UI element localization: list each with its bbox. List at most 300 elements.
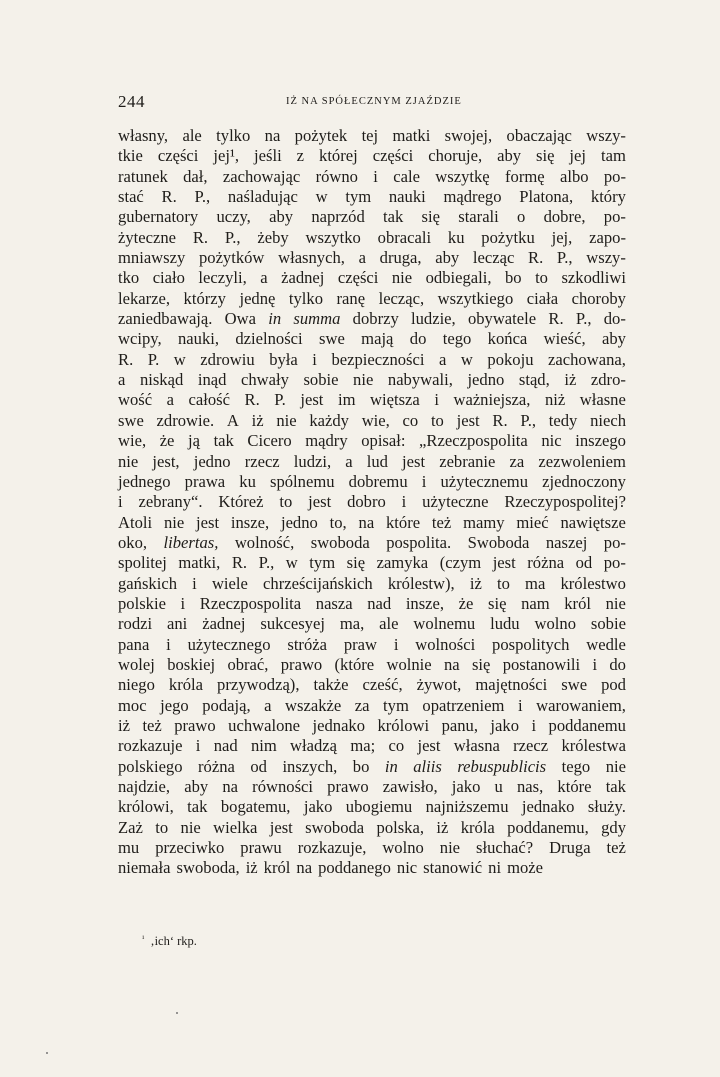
word: aby: [601, 329, 626, 349]
text-line: [118, 126, 626, 146]
word: dał,: [183, 166, 208, 186]
word: na: [264, 126, 281, 145]
word: lecząc,: [378, 288, 425, 308]
word: mądrego: [443, 187, 502, 207]
word: ratunek: [118, 166, 168, 186]
word: tak: [213, 431, 234, 451]
page-number: 244: [118, 92, 145, 111]
word: naśladując: [227, 187, 298, 207]
word: jedno: [280, 512, 318, 532]
word: i: [118, 492, 123, 512]
text-line: [118, 472, 626, 492]
word: matki: [392, 126, 431, 145]
word: majętności: [475, 675, 548, 695]
word: i: [393, 634, 399, 654]
word: po-: [603, 532, 626, 552]
text-line: [118, 452, 626, 472]
word: różna: [527, 553, 565, 573]
word: na: [443, 654, 460, 674]
word: była: [269, 349, 298, 369]
word: nie: [353, 370, 374, 390]
word: za: [509, 451, 525, 471]
word: nie: [276, 410, 297, 430]
italic-word: aliis: [413, 756, 442, 776]
word: ku: [447, 227, 465, 247]
word: nasza: [315, 593, 353, 613]
text-line: [118, 797, 626, 817]
word: R.: [244, 390, 260, 410]
word: królowi: [377, 715, 430, 735]
word: wolno: [534, 614, 576, 634]
word: równości: [252, 777, 314, 796]
word: druga,: [379, 248, 422, 268]
word: dzielności: [235, 329, 303, 349]
word: nie: [118, 451, 139, 471]
word: w: [460, 349, 473, 369]
word: P.,: [258, 553, 275, 573]
word: zaniedbawają.: [118, 309, 213, 329]
word: królestw),: [387, 573, 455, 593]
word: swoboda: [310, 532, 370, 552]
word: jednego: [118, 471, 171, 491]
word: równo: [315, 166, 358, 186]
text-line: [118, 757, 626, 777]
word: pod: [601, 675, 626, 695]
word: podają,: [202, 695, 251, 715]
word: ją: [188, 431, 200, 451]
word: nas,: [516, 777, 544, 796]
text-line: [118, 492, 626, 512]
word: jest: [492, 553, 516, 573]
word: uchwalone: [228, 715, 301, 735]
word: zebranie: [439, 451, 496, 471]
word: jednako: [312, 715, 366, 735]
word: nic: [396, 858, 418, 878]
word: i: [166, 634, 171, 654]
word: Zaż: [118, 817, 143, 837]
word: wie,: [361, 410, 390, 430]
word: ale: [182, 126, 202, 145]
word: po-: [603, 207, 626, 227]
word: lekarze,: [118, 288, 171, 308]
text-line: [118, 716, 626, 736]
word: gańskich: [118, 573, 177, 593]
word: której: [319, 146, 358, 166]
word: to,: [329, 512, 347, 532]
word: się: [471, 654, 491, 674]
word: się: [536, 146, 555, 166]
word: A: [226, 410, 239, 430]
word: żywot,: [416, 675, 462, 695]
word: bo: [352, 756, 370, 776]
word: a: [166, 390, 175, 410]
word: jest: [300, 390, 324, 410]
word: dobro: [347, 492, 386, 512]
text-line: [118, 309, 626, 329]
word: mu: [118, 838, 140, 858]
word: inszego: [575, 431, 626, 451]
word: na: [296, 858, 313, 878]
word: to: [155, 817, 169, 837]
word: wie,: [118, 431, 147, 451]
word: całość: [188, 390, 231, 410]
word: a: [358, 248, 366, 268]
word: prawo: [280, 654, 323, 674]
word: inąd: [197, 370, 227, 390]
word: części: [337, 268, 379, 288]
word: moc: [118, 695, 147, 715]
word: inszych,: [282, 756, 338, 776]
word: wieść,: [543, 329, 586, 349]
text-line: [118, 594, 626, 614]
word: i: [195, 736, 201, 756]
word: iż: [245, 858, 258, 878]
word: w: [315, 187, 328, 207]
word: tkie: [118, 146, 143, 166]
word: jednako: [521, 797, 575, 817]
word: opisał:: [361, 431, 406, 451]
word: części: [157, 146, 199, 166]
word: ku: [239, 471, 256, 491]
text-line: [118, 696, 626, 716]
word: wedle: [586, 634, 626, 654]
word: stróża: [287, 634, 327, 654]
word: P.,: [575, 309, 592, 329]
word: jest: [456, 410, 480, 430]
word: niskąd: [139, 370, 184, 390]
word: jest: [308, 492, 332, 512]
word: dobre,: [543, 207, 586, 227]
word: Rzeczpospolita: [199, 593, 302, 613]
word: wielka: [213, 817, 258, 837]
word: ubogiemu: [345, 797, 413, 817]
word: nie: [439, 838, 461, 858]
word: na: [222, 777, 239, 796]
word: się: [421, 207, 440, 227]
word: panu,: [441, 715, 478, 735]
word: Któreż: [218, 492, 264, 512]
word: lecząc: [472, 248, 515, 268]
word: że: [458, 593, 474, 613]
word: to: [535, 268, 548, 288]
text-line: [118, 513, 626, 533]
word: pożytek: [294, 126, 348, 145]
paper-speck: [176, 1012, 178, 1014]
word: jego: [160, 695, 189, 715]
word: (które: [334, 654, 375, 674]
word: wolnemu: [413, 614, 476, 634]
word: pożytku: [481, 227, 535, 247]
word: niemała: [118, 858, 171, 878]
italic-word: in: [384, 756, 398, 776]
body-text: [118, 126, 626, 879]
word: wolność,: [234, 532, 295, 552]
word: Platona,: [519, 187, 574, 207]
word: zapo-: [589, 227, 626, 247]
word: tko: [118, 268, 140, 288]
word: wszy-: [586, 126, 626, 145]
word: królestwa: [561, 736, 626, 756]
word: też: [142, 715, 162, 735]
text-line: [118, 390, 626, 410]
word: nic: [541, 431, 562, 451]
word: P.,: [556, 248, 573, 268]
word: tylko: [288, 288, 324, 308]
word: mniawszy: [118, 248, 186, 268]
word: R.: [161, 187, 177, 207]
text-line: [118, 167, 626, 187]
word: więtsza: [370, 390, 420, 410]
word: niż: [544, 390, 566, 410]
word: własny,: [118, 126, 169, 145]
word: zamyka: [376, 553, 429, 573]
word: nie: [391, 268, 413, 288]
word: R.: [492, 410, 508, 430]
word: a: [345, 451, 353, 471]
word: insze,: [405, 593, 445, 613]
word: o: [517, 207, 526, 227]
word: wiele: [211, 573, 248, 593]
word: ciało: [152, 268, 185, 288]
word: przeciwko: [155, 838, 225, 858]
word: żadnej: [202, 614, 246, 634]
word: słuchać?: [476, 838, 534, 858]
word: sobie: [590, 614, 626, 634]
word: co: [388, 736, 405, 756]
word: polskie: [118, 593, 166, 613]
word: tym: [383, 695, 409, 715]
word: jej¹,: [213, 146, 240, 166]
word: i: [401, 492, 407, 512]
text-line: [118, 370, 626, 390]
word: ludzi,: [293, 451, 332, 471]
word: nad: [213, 736, 238, 756]
word: R.: [528, 248, 544, 268]
text-line: [118, 431, 626, 451]
word: albo: [559, 166, 589, 186]
text-line: [118, 736, 626, 756]
word: zachowana,: [548, 349, 626, 369]
word: najniższemu: [425, 797, 509, 817]
word: bogatemu,: [220, 797, 291, 817]
word: króla: [460, 817, 495, 837]
word: stać: [118, 187, 144, 207]
word: tym: [345, 187, 372, 207]
word: Cicero: [247, 431, 292, 451]
word: iż: [251, 410, 264, 430]
footnote: [142, 934, 197, 949]
word: a: [439, 349, 447, 369]
text-line: [118, 675, 626, 695]
word: przywodzą),: [217, 675, 300, 695]
italic-word: in: [268, 309, 282, 329]
word: władzą: [290, 736, 338, 756]
word: żadnej: [281, 268, 325, 288]
word: stąd,: [518, 370, 550, 390]
word: niech: [590, 410, 626, 430]
word: jest: [402, 451, 426, 471]
word: tak: [187, 797, 208, 817]
word: własnych,: [278, 248, 345, 268]
word: ma;: [350, 736, 376, 756]
word: bo: [505, 268, 522, 288]
word: boskiej: [167, 654, 216, 674]
word: to: [279, 492, 293, 512]
word: cześć,: [362, 675, 403, 695]
word: i: [373, 166, 378, 186]
word: polska,: [376, 817, 424, 837]
word: ale: [379, 614, 399, 634]
word: zachowając: [222, 166, 301, 186]
word: do-: [603, 309, 626, 329]
word: i: [517, 695, 523, 715]
word: aby: [184, 777, 209, 796]
word: którzy: [183, 288, 226, 308]
word: królestwo: [560, 573, 626, 593]
word: odbiegali,: [425, 268, 492, 288]
text-line: [118, 655, 626, 675]
word: wość: [118, 390, 153, 410]
word: wszakże: [285, 695, 342, 715]
word: zezwoleniem: [538, 451, 626, 471]
word: P.: [274, 390, 286, 410]
word: w: [285, 553, 298, 573]
text-line: [118, 187, 626, 207]
footnote-text: ‚ich‘ rkp.: [150, 934, 197, 948]
word: rodzi: [118, 614, 153, 634]
word: swoboda,: [176, 858, 240, 878]
word: obaczając: [506, 126, 572, 145]
word: i: [192, 573, 197, 593]
word: tego: [561, 756, 591, 776]
word: rzecz: [244, 451, 280, 471]
word: formę: [505, 166, 545, 186]
word: części: [372, 146, 414, 166]
word: rozkazuje,: [297, 838, 367, 858]
word: nam: [521, 593, 550, 613]
word: nauki: [388, 187, 426, 207]
word: to: [496, 573, 510, 593]
word: wszy-: [586, 248, 626, 268]
word: ma,: [339, 614, 365, 634]
word: iż: [118, 715, 130, 735]
italic-word: summa: [293, 309, 341, 329]
word: P.,: [194, 187, 211, 207]
word: nie: [163, 512, 185, 532]
word: P.,: [224, 227, 241, 247]
word: Owa: [224, 309, 257, 329]
word: oko,: [118, 532, 148, 552]
word: jej,: [551, 227, 573, 247]
word: Rzeczypospolitej?: [504, 492, 626, 512]
word: które: [386, 512, 421, 532]
word: tej: [361, 126, 379, 145]
word: ważniejsza,: [453, 390, 531, 410]
word: swe: [561, 675, 588, 695]
word: R.: [231, 553, 248, 573]
word: się: [346, 553, 366, 573]
word: wszytko: [305, 227, 361, 247]
word: jest: [417, 736, 441, 756]
word: Druga: [549, 838, 591, 858]
word: i: [434, 390, 439, 410]
text-line: [118, 858, 626, 878]
word: wolnie: [386, 654, 432, 674]
word: jednę: [239, 288, 276, 308]
word: król: [564, 593, 591, 613]
word: a: [260, 268, 268, 288]
word: (czym: [439, 553, 482, 573]
text-line: [118, 635, 626, 655]
word: szkodliwi: [561, 268, 626, 288]
word: do: [409, 329, 427, 349]
word: i: [592, 654, 598, 674]
text-line: [118, 146, 626, 166]
word: jako: [451, 777, 481, 796]
word: użytecznego: [187, 634, 271, 654]
word: uczy,: [216, 207, 251, 227]
word: spolitej: [118, 553, 167, 573]
word: króla: [168, 675, 203, 695]
word: swe: [118, 410, 144, 430]
word: obywatele: [467, 309, 537, 329]
word: matki,: [178, 553, 221, 573]
word: aby: [269, 207, 294, 227]
word: które: [557, 777, 592, 796]
word: po-: [603, 166, 626, 186]
word: jeśli: [254, 146, 282, 166]
word: postanowili: [502, 654, 581, 674]
word: to: [430, 410, 444, 430]
word: różna: [198, 756, 235, 776]
word: się: [488, 593, 507, 613]
text-line: [118, 350, 626, 370]
word: jako: [303, 797, 333, 817]
word: wcipy,: [118, 329, 162, 349]
word: chrześcijańskich: [263, 573, 373, 593]
word: król: [263, 858, 291, 878]
word: rozkazuje: [118, 736, 183, 756]
italic-word: rebuspublicis: [457, 756, 547, 776]
word: poddanego: [318, 858, 391, 878]
text-line: [118, 574, 626, 594]
word: opatrzeniem: [422, 695, 505, 715]
word: Atoli: [118, 512, 153, 532]
text-line: [118, 553, 626, 573]
word: wolej: [118, 654, 155, 674]
word: prawa: [184, 471, 226, 491]
word: użytecznemu: [440, 471, 529, 491]
word: nad: [367, 593, 392, 613]
word: najdzie,: [118, 777, 171, 796]
word: zdrowie.: [156, 410, 215, 430]
word: tylko: [216, 126, 251, 145]
word: po-: [603, 553, 626, 573]
word: który: [590, 187, 626, 207]
word: P.: [147, 349, 160, 369]
word: R.: [548, 309, 564, 329]
word: do: [609, 654, 626, 674]
word: każdy: [309, 410, 349, 430]
word: też: [606, 838, 626, 858]
text-line: [118, 248, 626, 268]
word: użyteczne: [422, 492, 489, 512]
word: sukcesyej: [260, 614, 325, 634]
word: „Rzeczpospolita: [419, 431, 528, 451]
word: zdro-: [590, 370, 626, 390]
text-line: [118, 289, 626, 309]
word: cale: [393, 166, 420, 186]
